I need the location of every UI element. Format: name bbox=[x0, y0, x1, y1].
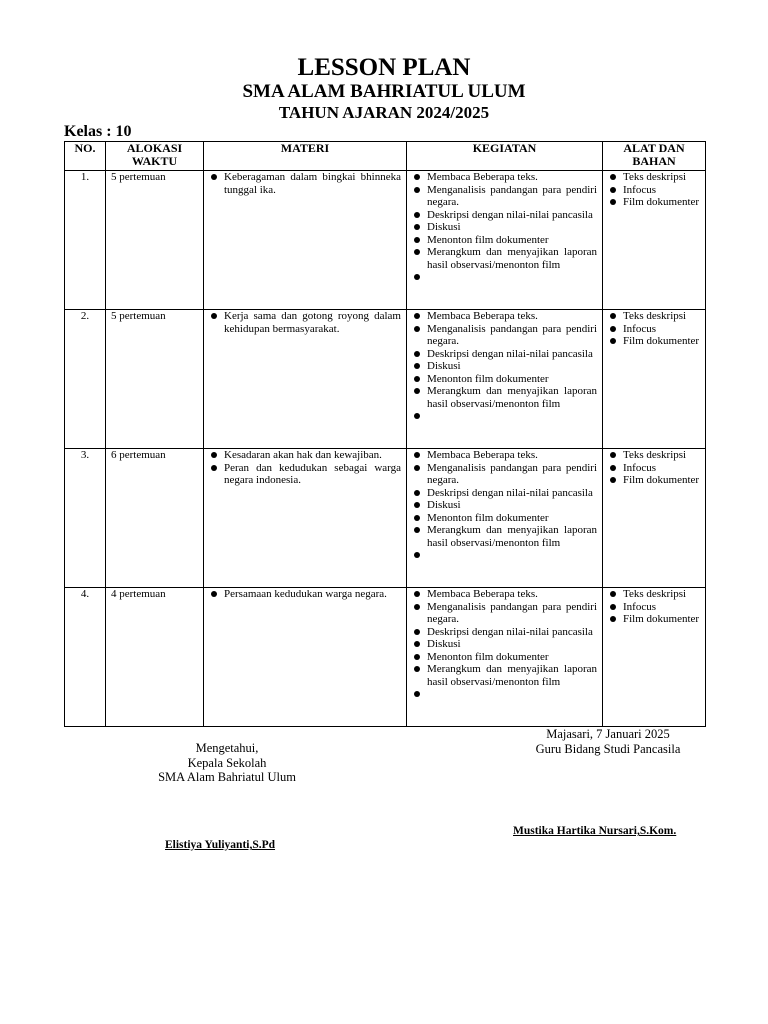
row-kegiatan bbox=[407, 449, 603, 588]
header-alat-dan-bahan: ALAT DAN BAHAN bbox=[603, 142, 706, 171]
teacher-role: Guru Bidang Studi Pancasila bbox=[535, 741, 681, 756]
alat-list bbox=[608, 449, 700, 487]
materi-list bbox=[209, 588, 401, 601]
principal-role: Kepala Sekolah bbox=[187, 755, 267, 770]
class-label: Kelas : 10 bbox=[64, 123, 132, 140]
list-item: Merangkum dan menyajikan laporan hasil observasi/menonton film bbox=[412, 246, 597, 271]
materi-list bbox=[209, 171, 401, 196]
list-item: Infocus bbox=[608, 323, 700, 336]
list-item: Merangkum dan menyajikan laporan hasil observasi/menonton film bbox=[412, 663, 597, 688]
row-materi bbox=[204, 171, 407, 310]
list-item: Membaca Beberapa teks. bbox=[412, 310, 597, 323]
kegiatan-list bbox=[412, 588, 597, 701]
list-item: Infocus bbox=[608, 462, 700, 475]
list-item: Peran dan kedudukan sebagai warga negara indonesia. bbox=[209, 462, 401, 487]
list-item bbox=[412, 410, 597, 423]
row-kegiatan bbox=[407, 588, 603, 727]
row-materi bbox=[204, 588, 407, 727]
signature-block-left bbox=[127, 741, 327, 785]
row-alat bbox=[603, 171, 706, 310]
row-number: 3. bbox=[65, 449, 106, 588]
list-item: Membaca Beberapa teks. bbox=[412, 171, 597, 184]
row-alokasi: 5 pertemuan bbox=[106, 310, 204, 449]
list-item: Deskripsi dengan nilai-nilai pancasila bbox=[412, 626, 597, 639]
row-materi bbox=[204, 310, 407, 449]
list-item bbox=[412, 271, 597, 284]
list-item: Diskusi bbox=[412, 360, 597, 373]
list-item: Menganalisis pandangan para pendiri negara. bbox=[412, 601, 597, 626]
list-item: Membaca Beberapa teks. bbox=[412, 449, 597, 462]
place-date: Majasari, 7 Januari 2025 bbox=[546, 727, 670, 741]
list-item: Merangkum dan menyajikan laporan hasil observasi/menonton film bbox=[412, 385, 597, 410]
row-alat bbox=[603, 310, 706, 449]
alat-list bbox=[608, 588, 700, 626]
table-row bbox=[65, 588, 706, 727]
list-item: Kerja sama dan gotong royong dalam kehidupan bermasyarakat. bbox=[209, 310, 401, 335]
list-item: Diskusi bbox=[412, 499, 597, 512]
row-number: 1. bbox=[65, 171, 106, 310]
list-item: Membaca Beberapa teks. bbox=[412, 588, 597, 601]
list-item: Menganalisis pandangan para pendiri negara. bbox=[412, 184, 597, 209]
list-item: Film dokumenter bbox=[608, 613, 700, 626]
list-item: Persamaan kedudukan warga negara. bbox=[209, 588, 401, 601]
header-no: NO. bbox=[65, 142, 106, 171]
list-item: Menonton film dokumenter bbox=[412, 651, 597, 664]
row-materi bbox=[204, 449, 407, 588]
row-alokasi: 6 pertemuan bbox=[106, 449, 204, 588]
header-materi: MATERI bbox=[204, 142, 407, 171]
principal-name: Elistiya Yuliyanti,S.Pd bbox=[165, 839, 276, 851]
row-alat bbox=[603, 588, 706, 727]
list-item: Film dokumenter bbox=[608, 474, 700, 487]
list-item: Menonton film dokumenter bbox=[412, 512, 597, 525]
signature-block-right bbox=[508, 727, 708, 756]
list-item: Menonton film dokumenter bbox=[412, 373, 597, 386]
row-number: 2. bbox=[65, 310, 106, 449]
table-row bbox=[65, 449, 706, 588]
academic-year: TAHUN AJARAN 2024/2025 bbox=[278, 103, 490, 122]
school-name: SMA ALAM BAHRIATUL ULUM bbox=[242, 81, 526, 102]
list-item: Menganalisis pandangan para pendiri negara. bbox=[412, 323, 597, 348]
alat-list bbox=[608, 171, 700, 209]
list-item: Menonton film dokumenter bbox=[412, 234, 597, 247]
school-name-footer: SMA Alam Bahriatul Ulum bbox=[158, 770, 296, 784]
row-alat bbox=[603, 449, 706, 588]
list-item: Teks deskripsi bbox=[608, 588, 700, 601]
header-alokasi-waktu: ALOKASI WAKTU bbox=[106, 142, 204, 171]
materi-list bbox=[209, 449, 401, 487]
list-item: Menganalisis pandangan para pendiri negara. bbox=[412, 462, 597, 487]
table-body bbox=[65, 171, 706, 727]
list-item: Deskripsi dengan nilai-nilai pancasila bbox=[412, 348, 597, 361]
list-item: Keberagaman dalam bingkai bhinneka tunggal ika. bbox=[209, 171, 401, 196]
list-item: Teks deskripsi bbox=[608, 310, 700, 323]
list-item: Merangkum dan menyajikan laporan hasil observasi/menonton film bbox=[412, 524, 597, 549]
acknowledged-label: Mengetahui, bbox=[195, 741, 259, 755]
materi-list bbox=[209, 310, 401, 335]
list-item: Teks deskripsi bbox=[608, 171, 700, 184]
lesson-plan-table bbox=[64, 141, 706, 727]
kegiatan-list bbox=[412, 310, 597, 423]
row-number: 4. bbox=[65, 588, 106, 727]
list-item: Teks deskripsi bbox=[608, 449, 700, 462]
row-kegiatan bbox=[407, 310, 603, 449]
list-item: Film dokumenter bbox=[608, 335, 700, 348]
list-item: Kesadaran akan hak dan kewajiban. bbox=[209, 449, 401, 462]
kegiatan-list bbox=[412, 449, 597, 562]
list-item: Infocus bbox=[608, 601, 700, 614]
row-alokasi: 4 pertemuan bbox=[106, 588, 204, 727]
list-item: Diskusi bbox=[412, 638, 597, 651]
document-title: LESSON PLAN bbox=[297, 54, 471, 81]
list-item: Deskripsi dengan nilai-nilai pancasila bbox=[412, 209, 597, 222]
table-row bbox=[65, 310, 706, 449]
list-item: Diskusi bbox=[412, 221, 597, 234]
alat-list bbox=[608, 310, 700, 348]
table-header-row bbox=[65, 142, 706, 171]
list-item bbox=[412, 688, 597, 701]
list-item: Infocus bbox=[608, 184, 700, 197]
list-item: Film dokumenter bbox=[608, 196, 700, 209]
table-row bbox=[65, 171, 706, 310]
list-item bbox=[412, 549, 597, 562]
kegiatan-list bbox=[412, 171, 597, 284]
row-alokasi: 5 pertemuan bbox=[106, 171, 204, 310]
teacher-name: Mustika Hartika Nursari,S.Kom. bbox=[513, 825, 677, 837]
row-kegiatan bbox=[407, 171, 603, 310]
list-item: Deskripsi dengan nilai-nilai pancasila bbox=[412, 487, 597, 500]
header-kegiatan: KEGIATAN bbox=[407, 142, 603, 171]
